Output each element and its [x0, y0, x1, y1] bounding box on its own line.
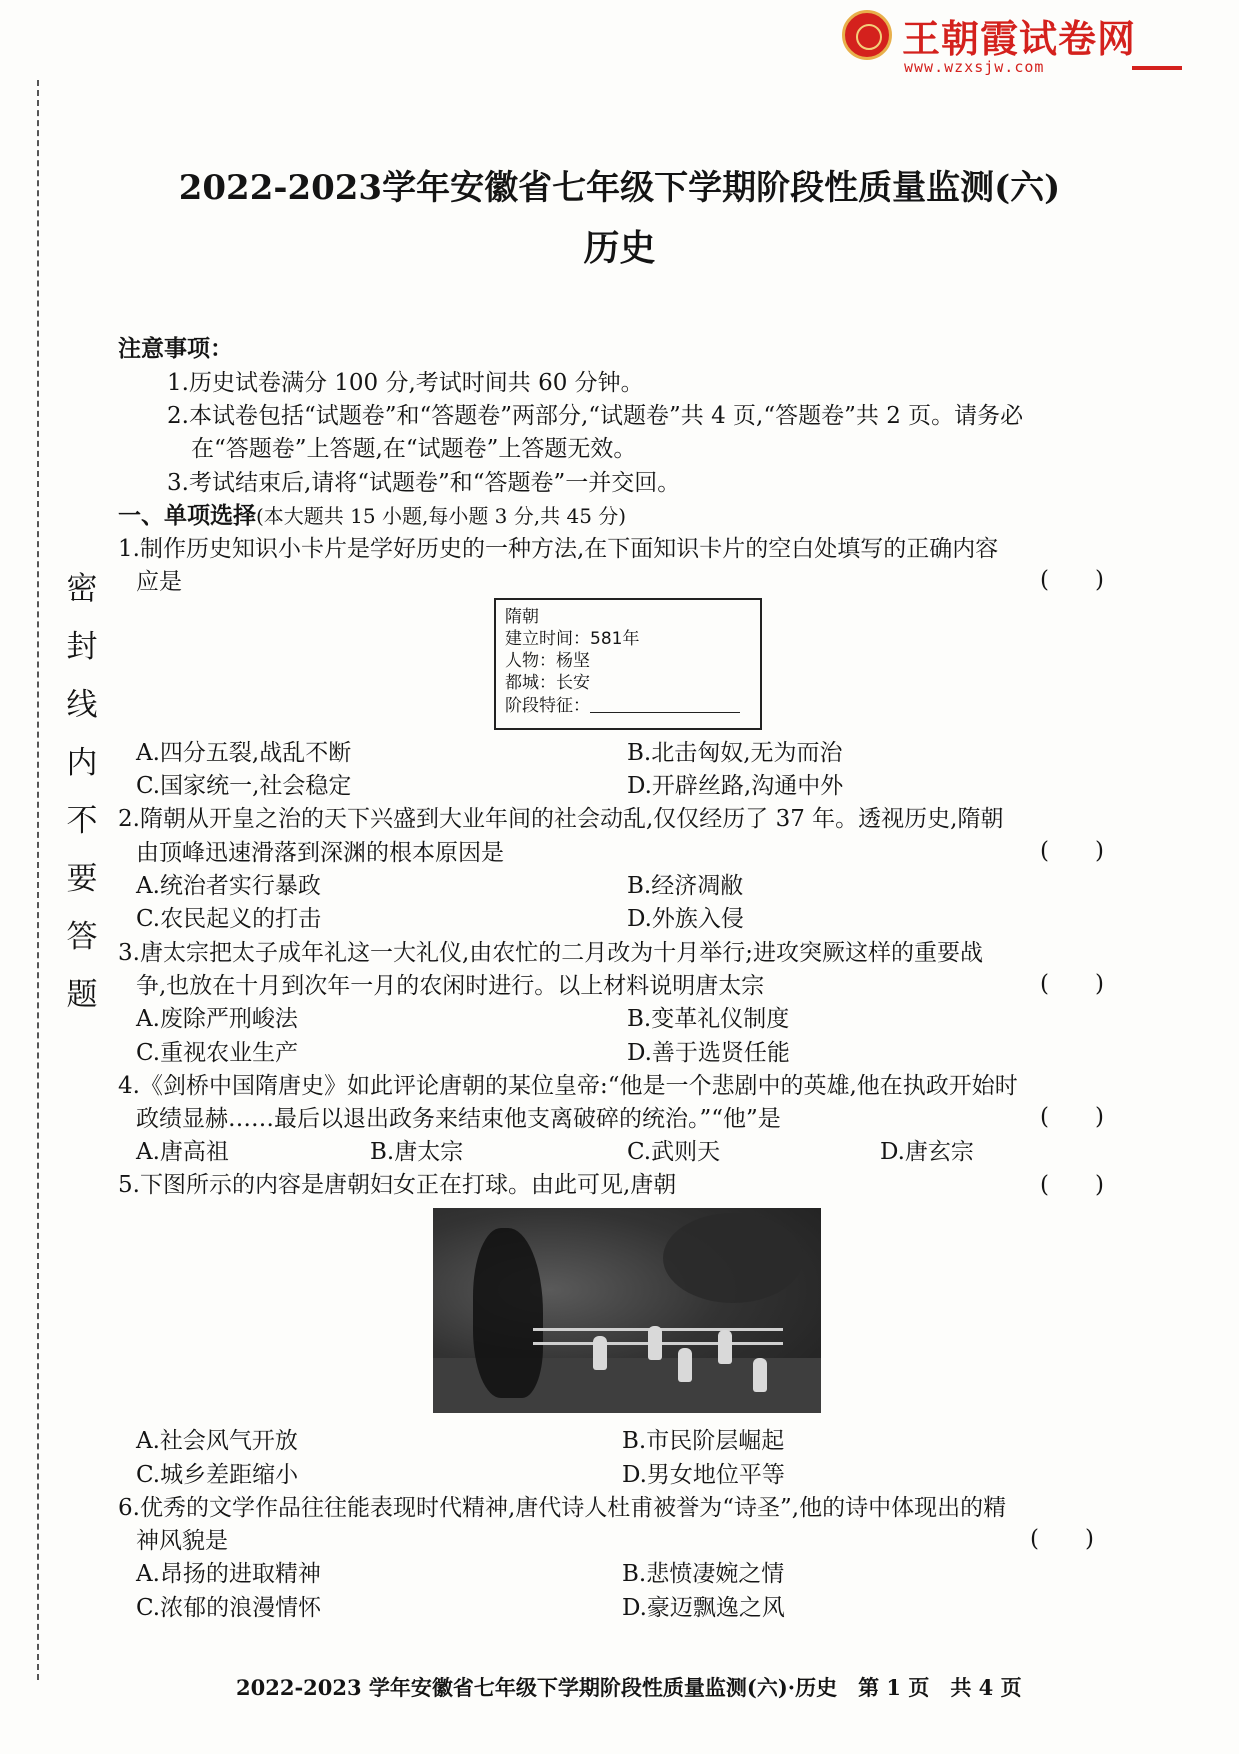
question-3-stem: 争,也放在十月到次年一月的农闲时进行。以上材料说明唐太宗 — [136, 973, 765, 999]
option-d[interactable]: D.唐玄宗 — [880, 1139, 974, 1165]
question-6-stem: 6.优秀的文学作品往往能表现时代精神,唐代诗人杜甫被誉为“诗圣”,他的诗中体现出的精 — [118, 1495, 1007, 1521]
question-4-stem: 4.《剑桥中国隋唐史》如此评论唐朝的某位皇帝:“他是一个悲剧中的英雄,他在执政开始时 — [118, 1073, 1018, 1099]
question-1-stem: 1.制作历史知识小卡片是学好历史的一种方法,在下面知识卡片的空白处填写的正确内容 — [118, 536, 999, 562]
card-line: 人物：杨坚 — [505, 651, 590, 671]
notice-item: 3.考试结束后,请将“试题卷”和“答题卷”一并交回。 — [167, 470, 681, 496]
notice-item: 1.历史试卷满分 100 分,考试时间共 60 分钟。 — [167, 370, 644, 396]
card-blank[interactable] — [590, 694, 740, 713]
option-b[interactable]: B.变革礼仪制度 — [627, 1006, 790, 1032]
question-2-stem: 2.隋朝从开皇之治的天下兴盛到大业年间的社会动乱,仅仅经历了 37 年。透视历史,隋朝 — [118, 806, 1004, 832]
answer-bracket[interactable]: ( ) — [1040, 1172, 1104, 1198]
seal-line-notice — [62, 560, 102, 1024]
notice-item: 2.本试卷包括“试题卷”和“答题卷”两部分,“试题卷”共 4 页,“答题卷”共 2 页。请务必 — [167, 403, 1024, 429]
painting-foliage — [663, 1213, 803, 1303]
exam-subject: 历史 — [583, 227, 656, 269]
card-line: 阶段特征： — [505, 696, 590, 716]
option-b[interactable]: B.市民阶层崛起 — [622, 1428, 785, 1454]
notice-heading: 注意事项： — [118, 335, 233, 362]
binding-dashed-line — [37, 80, 39, 1680]
section-note: (本大题共 15 小题,每小题 3 分,共 45 分) — [256, 504, 627, 528]
painting-figure — [718, 1330, 732, 1364]
option-b[interactable]: B.唐太宗 — [370, 1139, 464, 1165]
painting-figure — [678, 1348, 692, 1382]
seal-char: 内 — [66, 745, 98, 781]
site-logo — [842, 10, 1182, 80]
option-b[interactable]: B.悲愤凄婉之情 — [622, 1561, 785, 1587]
seal-char: 线 — [66, 687, 98, 723]
painting-rock — [473, 1228, 543, 1398]
logo-seal-icon — [842, 10, 892, 60]
option-a[interactable]: A.废除严刑峻法 — [136, 1006, 298, 1032]
option-d[interactable]: D.豪迈飘逸之风 — [622, 1595, 785, 1621]
option-b[interactable]: B.经济凋敝 — [627, 873, 744, 899]
answer-bracket[interactable]: ( ) — [1040, 971, 1104, 997]
seal-char: 答 — [66, 919, 98, 955]
option-b[interactable]: B.北击匈奴,无为而治 — [627, 740, 843, 766]
option-d[interactable]: D.男女地位平等 — [622, 1462, 785, 1488]
option-a[interactable]: A.四分五裂,战乱不断 — [136, 740, 352, 766]
logo-decor-bar — [1132, 66, 1182, 70]
seal-char: 题 — [66, 977, 98, 1013]
painting-figure — [753, 1358, 767, 1392]
answer-bracket[interactable]: ( ) — [1030, 1526, 1094, 1552]
logo-url: www.wzxsjw.com — [904, 58, 1045, 76]
option-c[interactable]: C.城乡差距缩小 — [136, 1462, 299, 1488]
painting-figure — [648, 1326, 662, 1360]
question-4-stem: 政绩显赫……最后以退出政务来结束他支离破碎的统治。”“他”是 — [136, 1106, 781, 1132]
card-line-feature — [505, 694, 760, 717]
exam-title: 2022-2023学年安徽省七年级下学期阶段性质量监测(六) — [178, 168, 1061, 208]
option-c[interactable]: C.浓郁的浪漫情怀 — [136, 1595, 322, 1621]
page-footer: 2022-2023 学年安徽省七年级下学期阶段性质量监测(六)·历史 第 1 页 共 4 页 — [236, 1675, 1022, 1700]
card-line: 隋朝 — [505, 607, 539, 627]
option-a[interactable]: A.唐高祖 — [136, 1139, 229, 1165]
option-c[interactable]: C.农民起义的打击 — [136, 906, 322, 932]
option-a[interactable]: A.统治者实行暴政 — [136, 873, 321, 899]
question-3-stem: 3.唐太宗把太子成年礼这一大礼仪,由农忙的二月改为十月举行;进攻突厥这样的重要战 — [118, 940, 984, 966]
answer-bracket[interactable]: ( ) — [1040, 567, 1104, 593]
option-c[interactable]: C.重视农业生产 — [136, 1040, 299, 1066]
notice-item: 在“答题卷”上答题,在“试题卷”上答题无效。 — [191, 436, 637, 462]
knowledge-card — [494, 598, 762, 730]
question-5-stem: 5.下图所示的内容是唐朝妇女正在打球。由此可见,唐朝 — [118, 1172, 677, 1198]
seal-char: 封 — [66, 629, 98, 665]
painting-figure — [593, 1336, 607, 1370]
question-6-stem: 神风貌是 — [136, 1528, 228, 1554]
option-d[interactable]: D.开辟丝路,沟通中外 — [627, 773, 844, 799]
answer-bracket[interactable]: ( ) — [1040, 838, 1104, 864]
card-line: 都城：长安 — [505, 673, 590, 693]
option-d[interactable]: D.外族入侵 — [627, 906, 744, 932]
seal-char: 密 — [66, 571, 98, 607]
card-line: 建立时间：581年 — [505, 629, 640, 649]
section-label: 一、单项选择 — [118, 502, 256, 529]
seal-char: 要 — [66, 861, 98, 897]
logo-name: 王朝霞试卷网 — [902, 17, 1137, 61]
answer-bracket[interactable]: ( ) — [1040, 1104, 1104, 1130]
question-2-stem: 由顶峰迅速滑落到深渊的根本原因是 — [136, 840, 504, 866]
option-c[interactable]: C.武则天 — [627, 1139, 721, 1165]
question-1-stem: 应是 — [136, 569, 182, 595]
section-heading — [118, 497, 626, 530]
tang-women-polo-painting — [433, 1208, 821, 1413]
option-a[interactable]: A.社会风气开放 — [136, 1428, 298, 1454]
option-d[interactable]: D.善于选贤任能 — [627, 1040, 790, 1066]
option-c[interactable]: C.国家统一,社会稳定 — [136, 773, 352, 799]
option-a[interactable]: A.昂扬的进取精神 — [136, 1561, 321, 1587]
seal-char: 不 — [66, 803, 98, 839]
